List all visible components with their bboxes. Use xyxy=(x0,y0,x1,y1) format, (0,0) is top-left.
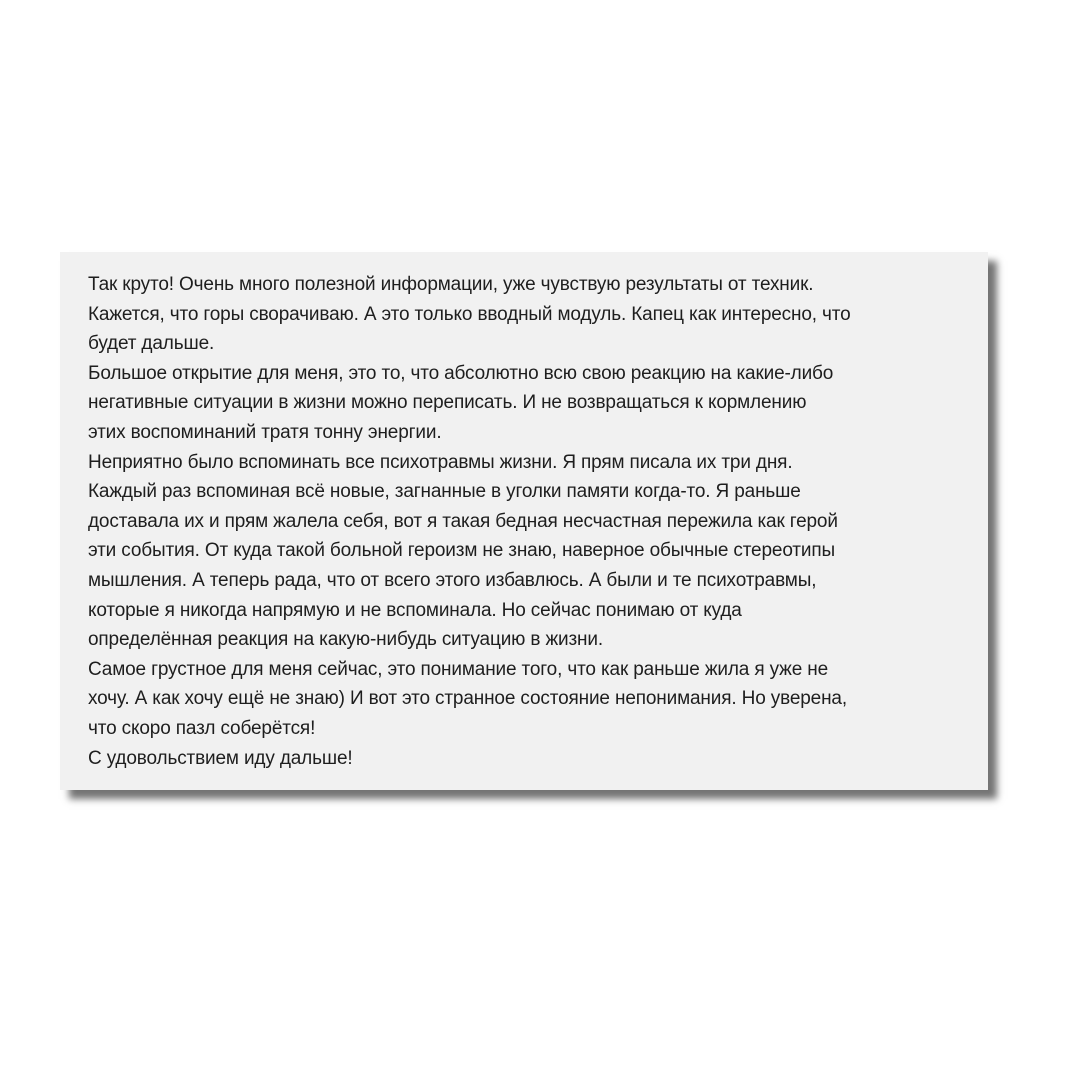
review-line: хочу. А как хочу ещё не знаю) И вот это странное состояние непонимания. Но уверена, xyxy=(88,688,847,710)
review-line: негативные ситуации в жизни можно переписать. И не возвращаться к кормлению xyxy=(88,392,807,414)
review-line: эти события. От куда такой больной героизм не знаю, наверное обычные стереотипы xyxy=(88,540,835,562)
review-line: Каждый раз вспоминая всё новые, загнанные в уголки памяти когда-то. Я раньше xyxy=(88,481,801,503)
review-line: С удовольствием иду дальше! xyxy=(88,747,353,769)
review-line: Так круто! Очень много полезной информации, уже чувствую результаты от техник. xyxy=(88,274,814,295)
review-line: Самое грустное для меня сейчас, это понимание того, что как раньше жила я уже не xyxy=(88,658,829,680)
review-line: мышления. А теперь рада, что от всего этого избавлюсь. А были и те психотравмы, xyxy=(88,569,817,591)
review-card xyxy=(60,252,988,790)
review-line: доставала их и прям жалела себя, вот я такая бедная несчастная пережила как герой xyxy=(88,510,838,532)
review-line: Кажется, что горы сворачиваю. А это только вводный модуль. Капец как интересно, что xyxy=(88,303,851,325)
review-line: будет дальше. xyxy=(88,333,215,355)
review-text xyxy=(88,270,988,773)
review-line: которые я никогда напрямую и не вспоминала. Но сейчас понимаю от куда xyxy=(88,599,742,621)
review-line: этих воспоминаний тратя тонну энергии. xyxy=(88,421,442,443)
review-line: определённая реакция на какую-нибудь ситуацию в жизни. xyxy=(88,629,603,651)
review-line: что скоро пазл соберётся! xyxy=(88,717,316,739)
review-line: Неприятно было вспоминать все психотравмы жизни. Я прям писала их три дня. xyxy=(88,451,793,473)
review-line: Большое открытие для меня, это то, что абсолютно всю свою реакцию на какие-либо xyxy=(88,362,834,384)
